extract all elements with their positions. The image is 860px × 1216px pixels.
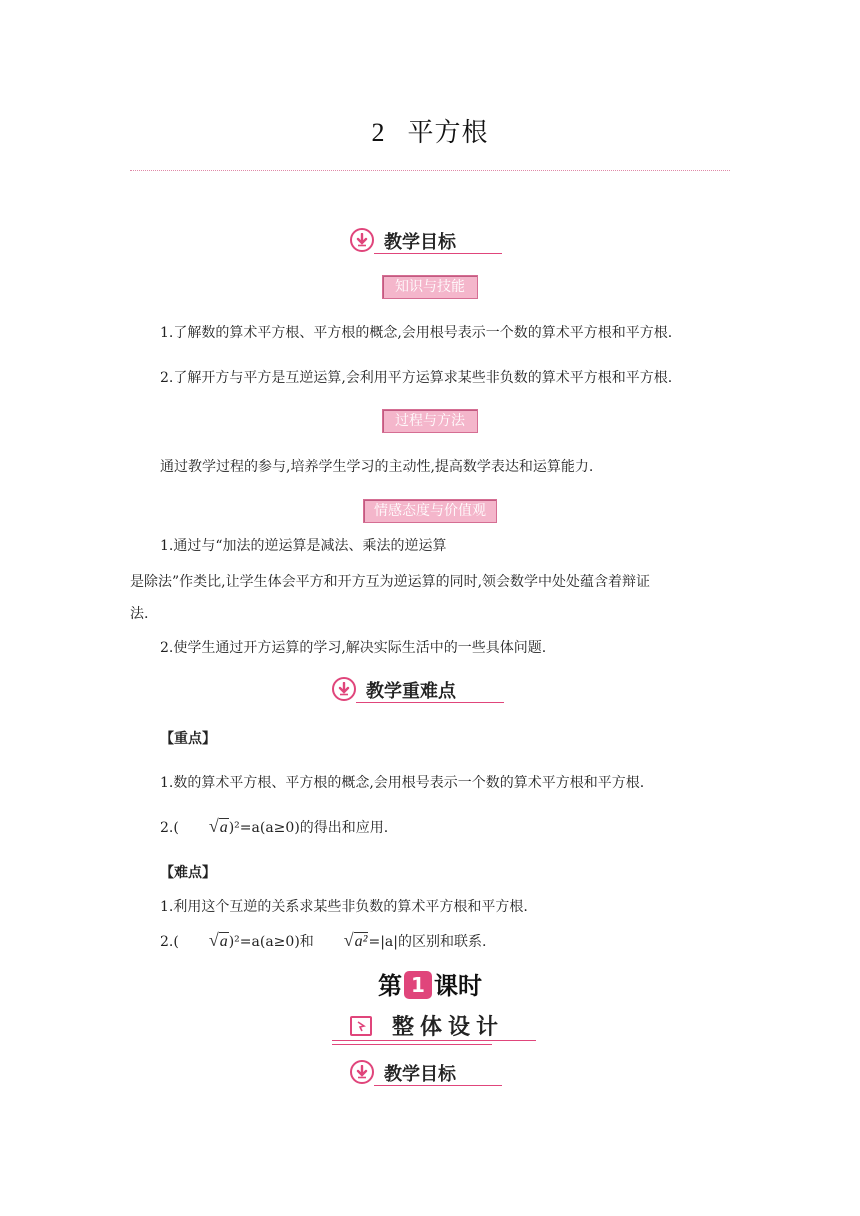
section-title: 平方根 <box>407 118 489 148</box>
down-arrow-icon <box>350 1060 374 1084</box>
knowledge-skills-tag: 知识与技能 <box>382 275 478 299</box>
lesson-prefix: 第 <box>378 972 402 1000</box>
formula-rest: =|a|的区别和联系. <box>368 934 487 950</box>
knowledge-item-1: 1.了解数的算术平方根、平方根的概念,会用根号表示一个数的算术平方根和平方根. <box>160 325 673 341</box>
banner-label: 整体设计 <box>392 1015 505 1040</box>
title-divider <box>130 170 730 171</box>
emotion-item-2: 2.使学生通过开方运算的学习,解决实际生活中的一些具体问题. <box>160 640 547 656</box>
lesson-number-badge: 1 <box>404 971 432 999</box>
sqrt-a: √a <box>208 816 228 836</box>
overall-design-banner <box>332 1014 536 1048</box>
process-text: 通过教学过程的参与,培养学生学习的主动性,提高数学表达和运算能力. <box>160 459 594 475</box>
monitor-icon <box>350 1016 372 1036</box>
objectives-banner-2 <box>350 1060 502 1086</box>
emotion-line-3: 法. <box>130 606 149 622</box>
objectives-banner <box>350 228 502 254</box>
difficulty-item-1: 1.利用这个互逆的关系求某些非负数的算术平方根和平方根. <box>160 899 528 915</box>
focus-item-2 <box>160 816 388 837</box>
keypoints-banner <box>332 677 504 703</box>
difficulty-item-2 <box>160 930 486 951</box>
banner-underline <box>332 1040 536 1041</box>
banner-underline-secondary <box>332 1044 492 1045</box>
banner-label: 教学重难点 <box>366 681 456 702</box>
process-method-tag: 过程与方法 <box>382 409 478 433</box>
lesson-heading <box>0 966 860 1001</box>
down-arrow-icon <box>332 677 356 701</box>
formula-rest: )²=a(a≥0)的得出和应用. <box>228 820 389 836</box>
focus-item-1: 1.数的算术平方根、平方根的概念,会用根号表示一个数的算术平方根和平方根. <box>160 775 645 791</box>
knowledge-item-2: 2.了解开方与平方是互逆运算,会利用平方运算求某些非负数的算术平方根和平方根. <box>160 370 673 386</box>
emotion-line-2: 是除法”作类比,让学生体会平方和开方互为逆运算的同时,领会数学中处处蕴含着辩证 <box>130 574 651 590</box>
sqrt-a-squared: √a² <box>343 930 368 950</box>
banner-label: 教学目标 <box>384 1064 456 1085</box>
page-title <box>0 112 860 149</box>
emotion-values-tag: 情感态度与价值观 <box>363 499 497 523</box>
section-number: 2 <box>371 118 386 147</box>
sqrt-a: √a <box>208 930 228 950</box>
banner-label: 教学目标 <box>384 232 456 253</box>
focus-label: 【重点】 <box>160 731 216 747</box>
formula-middle: )²=a(a≥0)和 <box>228 934 314 950</box>
formula-prefix: 2.( <box>160 820 179 836</box>
lesson-suffix: 课时 <box>434 972 482 1000</box>
down-arrow-icon <box>350 228 374 252</box>
emotion-line-1: 1.通过与“加法的逆运算是减法、乘法的逆运算 <box>160 538 447 554</box>
formula-prefix: 2.( <box>160 934 179 950</box>
difficulty-label: 【难点】 <box>160 865 216 881</box>
